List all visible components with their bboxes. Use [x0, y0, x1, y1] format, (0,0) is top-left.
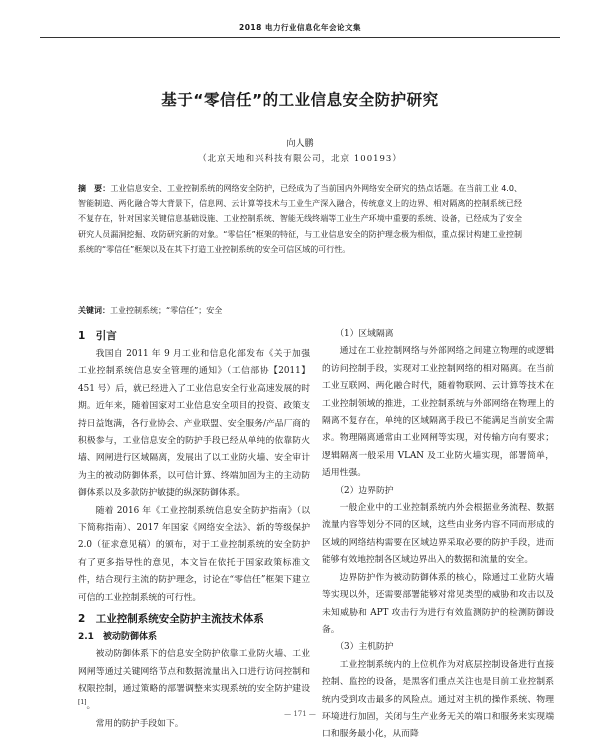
- section-1-heading: 1 引言: [78, 330, 117, 342]
- passive-defense-text: 被动防御体系下的信息安全防护依靠工业防火墙、工业网闸等通过关键网络节点和数据流量出入口进行访问控制和权限控制，通过策略的部署调整来实现系统的安全防护建设: [78, 649, 310, 694]
- item-2-heading: （2）边界防护: [335, 485, 394, 496]
- subsection-2-1-heading: 2.1 被动防御体系: [78, 632, 157, 643]
- common-measures-paragraph: 常用的防护手段如下。: [95, 718, 184, 729]
- item-2-paragraph-2: 边界防护作为被动防御体系的核心，除通过工业防火墙等实现以外，还需要部署能够对常见类型的威胁和攻击以及未知威胁和 APT 攻击行为进行有效监测防护的检测防御设备。: [322, 572, 554, 635]
- page-number: — 171 —: [284, 710, 316, 718]
- abstract: [78, 181, 522, 257]
- left-column: [78, 326, 310, 733]
- intro-paragraph-2: 随着 2016 年《工业控制系统信息安全防护指南》（以下简称指南）、2017 年国家《网络安全法》、新的等级保护 2.0（征求意见稿）的颁布，对于工业控制系统的安全防护有了更多指导性的意见，本文旨在依托于国家政策标准文件，结合现行主流的防护理念，讨论在“零信任”框架下建立可信的工业控制系统的可行性。: [78, 505, 310, 603]
- abstract-label: 摘 要：: [78, 184, 111, 193]
- keywords-label: 关键词：: [78, 306, 110, 315]
- passive-defense-end: 。: [86, 701, 96, 712]
- running-header: 2018 电力行业信息化年会论文集: [239, 23, 361, 32]
- abstract-text: 工业信息安全、工业控制系统的网络安全防护，已经成为了当前国内外网络安全研究的热点话题。在当前工业 4.0、智能制造、两化融合等大背景下，信息网、云计算等技术与工业生产深入融合，传统意义上的边界、相对隔离的控制系统已经不复存在，针对国家关键信息基础设施、工业控制系统、智能无线终端等工业生产环境中重要的系统、设备，已经成为了安全研究人员漏洞挖掘、攻防研究新的对象。“零信任”框架的特征，与工业信息安全的防护理念极为相似，重点探讨构建工业控制系统的“零信任”框架以及在其下打造工业控制系统的安全可信区域的可行性。: [78, 184, 523, 254]
- section-2-heading: 2 工业控制系统安全防护主流技术体系: [78, 613, 264, 626]
- paper-title: 基于“零信任”的工业信息安全防护研究: [161, 91, 439, 109]
- item-2-paragraph-1: 一般企业中的工业控制系统内外会根据业务流程、数据流量内容等划分不同的区域，这些由业务内容不同而形成的区域的网络结构需要在区域边界采取必要的防护手段，进而能够有效地控制各区域边界出入的数据和流量的安全。: [322, 503, 554, 566]
- item-3-heading: （3）主机防护: [335, 642, 394, 653]
- author-affiliation: （北京天地和兴科技有限公司，北京 100193）: [198, 154, 402, 164]
- keywords-text: 工业控制系统；“零信任”；安全: [110, 306, 223, 315]
- keywords: [78, 305, 522, 316]
- item-3-text: 工业控制系统内的上位机作为对底层控制设备进行直接控制、监控的设备，是黑客们重点关注也是目前工业控制系统内受到攻击最多的风险点。通过对主机的操作系统、物理环境进行加固，关闭与生产业务无关的端口和服务来实现端口和服务最小化，从而降: [322, 659, 554, 740]
- intro-paragraph-1: 我国自 2011 年 9 月工业和信息化部发布《关于加强工业控制系统信息安全管理的通知》（工信部协【2011】451 号）后，就已经进入了工业信息安全行业高速发展的时期。近年来，随着国家对工业信息安全项目的投资、政策支持日益饱满，各行业协会、产业联盟、安全服务/产品厂商的积极参与，工业信息安全的防护手段已经从单纯的依靠防火墙、网闸进行区域隔离，发展出了以工业防火墙、安全审计为主的被动防御体系，以可信计算、终端加固为主的主动防御体系以及多款防护敏捷的纵深防御体系。: [78, 349, 310, 499]
- item-1-heading: （1）区域隔离: [335, 329, 394, 339]
- item-1-text: 通过在工业控制网络与外部网络之间建立物理的或逻辑的访问控制手段，实现对工业控制网络的相对隔离。在当前工业互联网、两化融合时代，随着物联网、云计算等技术在工业控制领域的推进，工业控制系统与外部网络在物理上的隔离不复存在，单纯的区域隔离手段已不能满足当前安全需求。物理隔离通常由工业网闸等实现，对传输方向有要求；逻辑隔离一般采用 VLAN 及工业防火墙实现，部署简单，适用性强。: [322, 346, 554, 479]
- header-rule: [40, 37, 560, 38]
- author-name: 向人鹏: [286, 139, 314, 149]
- passive-defense-paragraph: [78, 646, 310, 716]
- reference-marker: [1]: [78, 699, 87, 707]
- right-column: [322, 326, 554, 744]
